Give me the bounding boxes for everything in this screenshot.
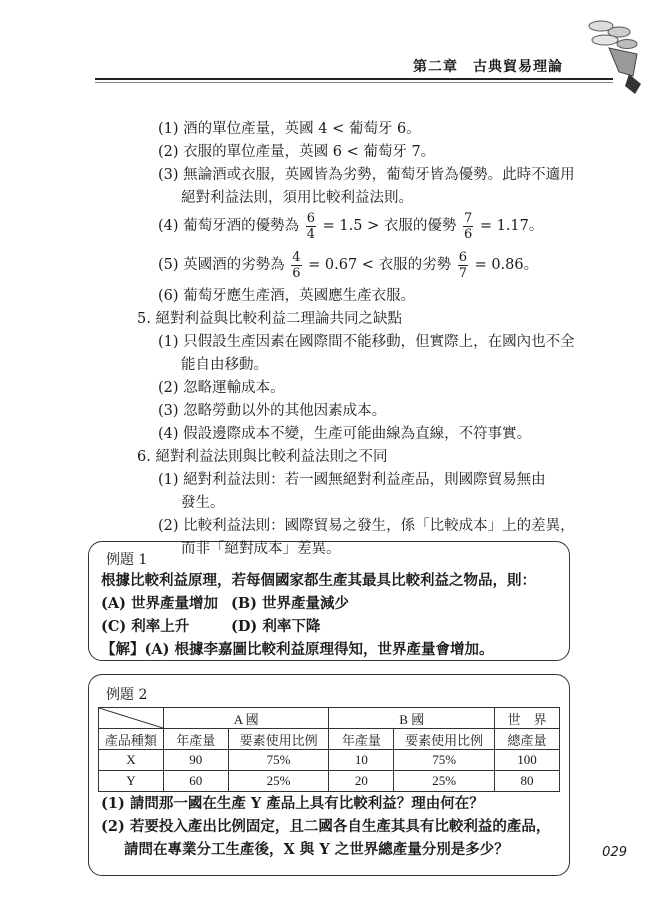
example2-label: 例題 2 <box>104 684 149 704</box>
list-item: (1) 只假設生產因素在國際間不能移動，但實際上，在國內也不全 <box>158 334 575 350</box>
option-a: (A) 世界產量增加 <box>101 595 219 612</box>
list-item-fraction <box>158 211 543 241</box>
table-cell: 90 <box>163 750 228 771</box>
list-item: (2) 比較利益法則：國際貿易之發生，係「比較成本」上的差異， <box>158 518 575 534</box>
fraction <box>291 251 301 280</box>
table-cell: 10 <box>329 750 394 771</box>
header-rule-thin <box>95 82 613 83</box>
fraction <box>458 251 468 280</box>
table-row <box>99 771 560 792</box>
denominator: 6 <box>463 226 473 242</box>
numerator: 7 <box>463 210 473 226</box>
header-rule <box>95 78 613 80</box>
example2-question-1: (1) 請問那一國在生產 Y 產品上具有比較利益？理由何在？ <box>101 795 484 812</box>
table-cell: 100 <box>495 750 560 771</box>
table-header-row <box>99 729 560 750</box>
list-item-continuation: 發生。 <box>181 495 225 511</box>
column-header: 要素使用比例 <box>228 729 329 750</box>
option-c: (C) 利率上升 <box>101 618 190 635</box>
table-cell: 75% <box>228 750 329 771</box>
text: (4) 葡萄牙酒的優勢為 <box>158 218 300 234</box>
list-item-continuation: 能自由移動。 <box>181 357 268 373</box>
group-world-header: 世 界 <box>495 708 560 729</box>
column-header: 年產量 <box>329 729 394 750</box>
group-a-header: A 國 <box>163 708 329 729</box>
page-number: 029 <box>602 845 627 860</box>
section-heading: 6. 絕對利益法則與比較利益法則之不同 <box>137 449 388 465</box>
table-cell: 80 <box>495 771 560 792</box>
table-cell: 25% <box>394 771 495 792</box>
list-item-continuation: 絕對利益法則，須用比較利益法則。 <box>181 190 413 206</box>
production-table <box>98 707 560 792</box>
column-header: 要素使用比例 <box>394 729 495 750</box>
table-cell: 20 <box>329 771 394 792</box>
list-item: (3) 無論酒或衣服，英國皆為劣勢，葡萄牙皆為優勢。此時不適用 <box>158 167 575 183</box>
option-d: (D) 利率下降 <box>231 618 321 635</box>
group-b-header: B 國 <box>329 708 495 729</box>
table-row <box>99 750 560 771</box>
table-cell: 75% <box>394 750 495 771</box>
example2-question-2-continuation: 請問在專業分工生產後，X 與 Y 之世界總產量分別是多少？ <box>124 841 509 858</box>
example2-question-2: (2) 若要投入產出比例固定，且二國各自生產其具有比較利益的產品， <box>101 818 551 835</box>
list-item: (6) 葡萄牙應生產酒，英國應生產衣服。 <box>158 288 416 304</box>
numerator: 6 <box>306 210 316 226</box>
column-header: 產品種類 <box>99 729 164 750</box>
list-item: (3) 忽略勞動以外的其他因素成本。 <box>158 403 387 419</box>
example1-question: 根據比較利益原理，若每個國家都生產其最具比較利益之物品，則： <box>101 572 536 589</box>
denominator: 4 <box>306 226 316 242</box>
example1-label: 例題 1 <box>104 549 149 569</box>
list-item: (4) 假設邊際成本不變，生產可能曲線為直線，不符事實。 <box>158 426 532 442</box>
table-cell: 25% <box>228 771 329 792</box>
coins-logo-icon <box>579 14 651 98</box>
text: (5) 英國酒的劣勢為 <box>158 257 285 273</box>
text: = 1.17。 <box>479 218 544 234</box>
column-header: 總產量 <box>495 729 560 750</box>
numerator: 4 <box>292 249 301 265</box>
list-item: (2) 衣服的單位產量，英國 6 < 葡萄牙 7。 <box>158 144 436 160</box>
example1-answer: 【解】(A) 根據李嘉圖比較利益原理得知，世界產量會增加。 <box>101 641 494 658</box>
column-header: 年產量 <box>163 729 228 750</box>
denominator: 6 <box>292 265 301 281</box>
table-cell: Y <box>99 771 164 792</box>
chapter-title: 第二章 古典貿易理論 <box>413 59 563 75</box>
text: = 1.5 > 衣服的優勢 <box>322 218 457 234</box>
numerator: 6 <box>458 249 467 265</box>
text: = 0.67 < 衣服的劣勢 <box>308 257 452 273</box>
diagonal-cell <box>99 708 164 729</box>
section-heading: 5. 絕對利益與比較利益二理論共同之缺點 <box>137 311 402 327</box>
text: = 0.86。 <box>474 257 539 273</box>
table-cell: 60 <box>163 771 228 792</box>
fraction <box>463 212 473 241</box>
table-group-header-row <box>99 708 560 729</box>
table-cell: X <box>99 750 164 771</box>
list-item: (2) 忽略運輸成本。 <box>158 380 285 396</box>
list-item-continuation: 而非「絕對成本」差異。 <box>181 541 341 557</box>
denominator: 7 <box>458 265 467 281</box>
list-item: (1) 酒的單位產量，英國 4 < 葡萄牙 6。 <box>158 121 421 137</box>
list-item: (1) 絕對利益法則：若一國無絕對利益產品，則國際貿易無由 <box>158 472 546 488</box>
list-item-fraction <box>158 250 538 280</box>
option-b: (B) 世界產量減少 <box>231 595 350 612</box>
fraction <box>306 212 316 241</box>
